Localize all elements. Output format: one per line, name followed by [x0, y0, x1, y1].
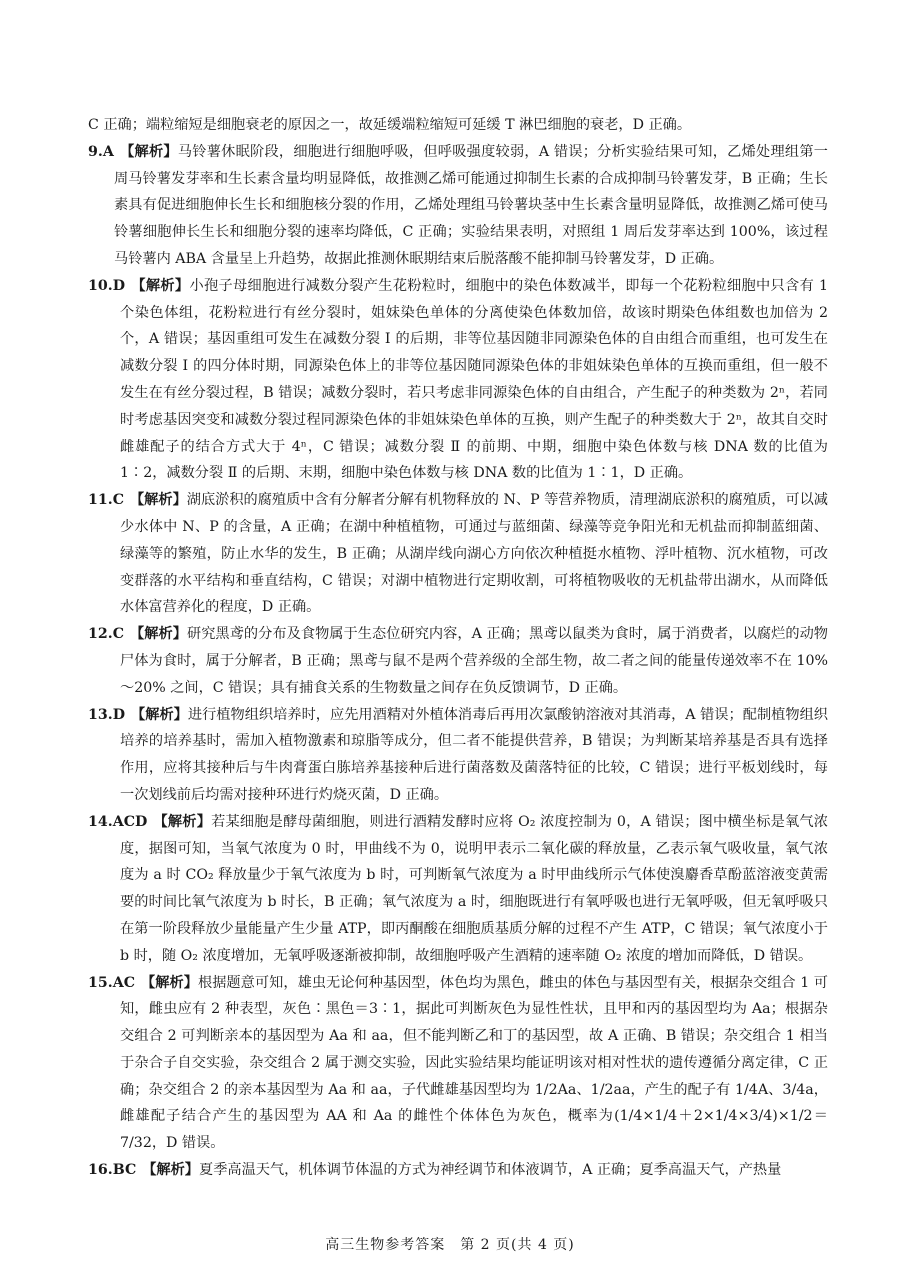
analysis-tag: 【解析】 — [131, 277, 190, 294]
analysis-text: 小孢子母细胞进行减数分裂产生花粉粒时，细胞中的染色体数减半，即每一个花粉粒细胞中只含有 1 个染色体组，花粉粒进行有丝分裂时，姐妹染色单体的分离使染色体数加倍，故该时期染色体组数也加倍为 2 个，A 错误；基因重组可发生在减数分裂 Ⅰ 的后期，非等位基因随非同源染色体的自由组合而重组，也可发生在减数分裂 Ⅰ 的四分体时期，同源染色体上的非等位基因随同源染色体的非姐妹染色单体的互换而重组，但一般不发生在有丝分裂过程，B 错误；减数分裂时，若只考虑非同源染色体的自由组合，产生配子的种类数为 2ⁿ，若同时考虑基因突变和减数分裂过程同源染色体的非姐妹染色单体的互换，则产生配子的种类数大于 2ⁿ，故其自交时雌雄配子的结合方式大于 4ⁿ，C 错误；减数分裂 Ⅱ 的前期、中期，细胞中染色体数与核 DNA 数的比值为 1∶2，减数分裂 Ⅱ 的后期、末期，细胞中染色体数与核 DNA 数的比值为 1∶1，D 正确。 — [120, 277, 828, 482]
question-number: 10. — [88, 277, 113, 294]
question-number: 15. — [88, 974, 113, 991]
question-number: 16. — [88, 1162, 113, 1179]
analysis-text: 研究黑鸢的分布及食物属于生态位研究内容，A 正确；黑鸢以鼠类为食时，属于消费者，以腐烂的动物尸体为食时，属于分解者，B 正确；黑鸢与鼠不是两个营养级的全部生物，故二者之间的能量传递效率不在 10%～20% 之间，C 错误；具有捕食关系的生物数量之间存在负反馈调节，D 正确。 — [120, 626, 828, 696]
analysis-text: 夏季高温天气，机体调节体温的方式为神经调节和体液调节，A 正确；夏季高温天气，产热量 — [199, 1162, 782, 1179]
analysis-tag: 【解析】 — [119, 143, 178, 160]
answer-letter: AC — [112, 974, 135, 991]
page-footer: 高三生物参考答案 第 2 页(共 4 页) — [325, 1237, 575, 1253]
question-14 — [88, 809, 828, 970]
analysis-tag: 【解析】 — [129, 626, 187, 643]
analysis-text: 根据题意可知，雄虫无论何种基因型，体色均为黑色，雌虫的体色与基因型有关，根据杂交组合 1 可知，雌虫应有 2 种表型，灰色∶黑色＝3∶1，据此可判断灰色为显性性状，且甲和丙的基因型均为 Aa；根据杂交组合 2 可判断亲本的基因型为 Aa 和 aa，但不能判断乙和丁的基因型，故 A 正确、B 错误；杂交组合 1 相当于杂合子自交实验，杂交组合 2 属于测交实验，因此实验结果均能证明该对相对性状的遗传遵循分离定律，C 正确；杂交组合 2 的亲本基因型为 Aa 和 aa，子代雌雄基因型均为 1/2Aa、1/2aa，产生的配子有 1/4A、3/4a，雌雄配子结合产生的基因型为 AA 和 Aa 的雌性个体体色为灰色，概率为(1/4×1/4＋2×1/4×3/4)×1/2＝7/32，D 错误。 — [120, 974, 828, 1152]
analysis-tag: 【解析】 — [131, 706, 188, 723]
analysis-text: 马铃薯休眠阶段，细胞进行细胞呼吸，但呼吸强度较弱，A 错误；分析实验结果可知，乙烯处理组第一周马铃薯发芽率和生长素含量均明显降低，故推测乙烯可能通过抑制生长素的合成抑制马铃薯发芽，B 正确；生长素具有促进细胞伸长生长和细胞核分裂的作用，乙烯处理组马铃薯块茎中生长素含量明显降低，故推测乙烯可使马铃薯细胞伸长生长和细胞分裂的速率均降低，C 正确；实验结果表明，对照组 1 周后发芽率达到 100%，该过程马铃薯内 ABA 含量呈上升趋势，故据此推测休眠期结束后脱落酸不能抑制马铃薯发芽，D 正确。 — [114, 143, 828, 267]
analysis-text: 进行植物组织培养时，应先用酒精对外植体消毒后再用次氯酸钠溶液对其消毒，A 错误；配制植物组织培养的培养基时，需加入植物激素和琼脂等成分，但二者不能提供营养，B 错误；为判断某培养基是否具有选择作用，应将其接种后与牛肉膏蛋白胨培养基接种后进行菌落数及菌落特征的比较，C 错误；进行平板划线时，每一次划线前后均需对接种环进行灼烧灭菌，D 正确。 — [120, 706, 828, 803]
answer-letter: A — [102, 143, 114, 160]
answer-letter: C — [112, 492, 124, 509]
question-11 — [88, 487, 828, 621]
answer-letter: D — [112, 277, 125, 294]
answer-letter: C — [112, 626, 124, 643]
analysis-tag: 【解析】 — [141, 974, 198, 991]
analysis-tag: 【解析】 — [142, 1162, 199, 1179]
question-10 — [88, 273, 828, 487]
answer-letter: D — [112, 706, 125, 723]
question-number: 12. — [88, 626, 113, 643]
analysis-text: 湖底淤积的腐殖质中含有分解者分解有机物释放的 N、P 等营养物质，清理湖底淤积的腐殖质，可以减少水体中 N、P 的含量，A 正确；在湖中种植植物，可通过与蓝细菌、绿藻等竞争阳光和无机盐而抑制蓝细菌、绿藻等的繁殖，防止水华的发生，B 正确；从湖岸线向湖心方向依次种植挺水植物、浮叶植物、沉水植物，可改变群落的水平结构和垂直结构，C 错误；对湖中植物进行定期收割，可将植物吸收的无机盐带出湖水，从而降低水体富营养化的程度，D 正确。 — [120, 492, 828, 616]
question-16 — [88, 1157, 828, 1184]
answer-content — [88, 112, 828, 1184]
analysis-tag: 【解析】 — [153, 813, 212, 830]
answer-letter: BC — [112, 1162, 137, 1179]
question-13 — [88, 702, 828, 809]
question-number: 13. — [88, 706, 113, 723]
question-number: 14. — [88, 813, 113, 830]
analysis-text: 若某细胞是酵母菌细胞，则进行酒精发酵时应将 O₂ 浓度控制为 0，A 错误；图中横坐标是氧气浓度，据图可知，当氧气浓度为 0 时，甲曲线不为 0，说明甲表示二氧化碳的释放量，乙表示氧气吸收量，氧气浓度为 a 时 CO₂ 释放量少于氧气浓度为 b 时，可判断氧气浓度为 a 时甲曲线所示气体使溴麝香草酚蓝溶液变黄需要的时间比氧气浓度为 b 时长，B 正确；氧气浓度为 a 时，细胞既进行有氧呼吸也进行无氧呼吸，但无氧呼吸只在第一阶段释放少量能量产生少量 ATP，即丙酮酸在细胞质基质分解的过程不产生 ATP，C 错误；氧气浓度小于 b 时，随 O₂ 浓度增加，无氧呼吸逐渐被抑制，故细胞呼吸产生酒精的速率随 O₂ 浓度的增加而降低，D 错误。 — [120, 813, 828, 964]
analysis-tag: 【解析】 — [129, 492, 187, 509]
question-15 — [88, 970, 828, 1158]
answer-letter: ACD — [112, 813, 148, 830]
question-12 — [88, 621, 828, 701]
question-number: 11. — [88, 492, 113, 509]
question-9 — [88, 139, 828, 273]
continuation-text: C 正确；端粒缩短是细胞衰老的原因之一，故延缓端粒缩短可延缓 T 淋巴细胞的衰老，D 正确。 — [88, 117, 692, 133]
question-number: 9. — [88, 143, 103, 160]
